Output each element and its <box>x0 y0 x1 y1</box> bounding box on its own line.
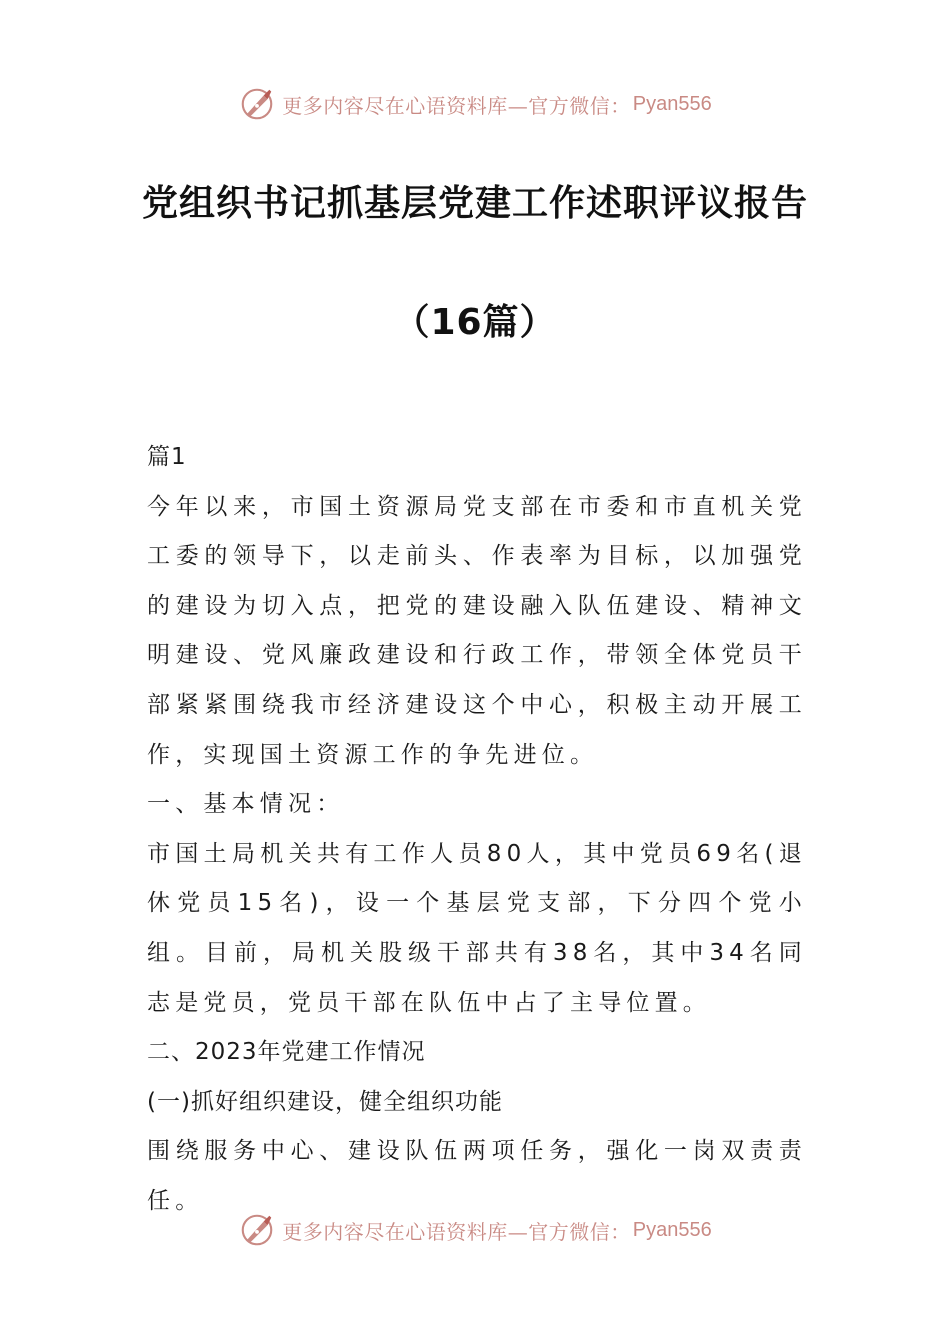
heading-basic-situation: 一、基本情况： <box>147 791 345 818</box>
section-heading-pian1: 篇1 <box>147 444 187 470</box>
header-watermark-banner <box>0 84 950 124</box>
pen-nib-logo-icon <box>238 1211 276 1249</box>
pen-nib-logo-icon <box>238 85 276 123</box>
heading-party-building-2023: 二、2023年党建工作情况 <box>147 1039 426 1066</box>
document-title: 党组织书记抓基层党建工作述职评议报告 <box>141 183 808 224</box>
watermark-text: 更多内容尽在心语资料库—官方微信： <box>282 1219 631 1244</box>
document-subtitle: （16篇） <box>393 302 557 343</box>
intro-paragraph: 今年以来，市国土资源局党支部在市委和市直机关党工委的领导下，以走前头、作表率为目标，以加强党的建设为切入点，把党的建设融入队伍建设、精神文明建设、党风廉政建设和行政工作，带领全体党员干部紧紧围绕我市经济建设这个中心，积极主动开展工作，实现国土资源工作的争先进位。 <box>147 493 807 768</box>
watermark-wechat-id: Pyan556 <box>632 92 712 115</box>
subheading-organization-building: (一)抓好组织建设，健全组织功能 <box>147 1088 503 1115</box>
watermark-text: 更多内容尽在心语资料库—官方微信： <box>282 93 631 118</box>
watermark-wechat-id: Pyan556 <box>632 1218 712 1241</box>
organization-building-paragraph: 围绕服务中心、建设队伍两项任务，强化一岗双责责任。 <box>147 1138 807 1214</box>
document-body <box>147 433 807 1227</box>
basic-situation-paragraph: 市国土局机关共有工作人员80人，其中党员69名(退休党员15名)，设一个基层党支部，下分四个党小组。目前，局机关股级干部共有38名，其中34名同志是党员，党员干部在队伍中占了主导位置。 <box>147 840 807 1016</box>
footer-watermark-banner <box>0 1210 950 1250</box>
